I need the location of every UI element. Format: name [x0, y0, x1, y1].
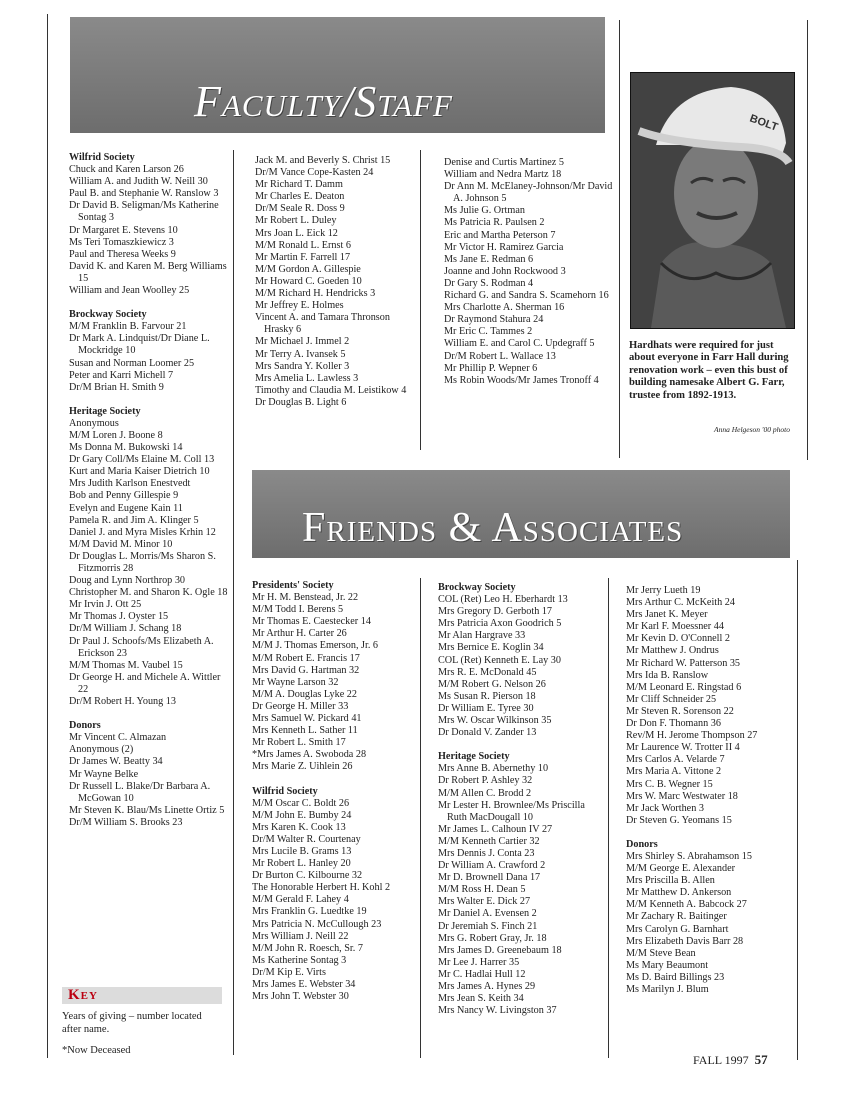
donor-entry: Ms Mary Beaumont [626, 959, 709, 971]
deceased-note: *Now Deceased [62, 1045, 131, 1056]
donor-entry: Jack M. and Beverly S. Christ 15 [255, 155, 391, 166]
donor-entry: M/M Richard H. Hendricks 3 [255, 288, 376, 300]
donor-entry: Evelyn and Eugene Kain 11 [69, 502, 183, 514]
donor-entry: Dr Jeremiah S. Finch 21 [438, 920, 538, 932]
donor-entry: Mrs W. Oscar Wilkinson 35 [438, 715, 552, 727]
key-text: Years of giving – number located after name. [62, 1011, 202, 1035]
donor-entry: Mr Martin F. Farrell 17 [255, 251, 351, 263]
column-rule [420, 578, 421, 1058]
bust-photo [630, 72, 795, 329]
donor-entry: Mr Steven R. Sorenson 22 [626, 705, 734, 717]
donor-entry: Mrs Gregory D. Gerboth 17 [438, 606, 553, 618]
donor-entry: Mrs James A. Hynes 29 [438, 981, 536, 992]
donor-entry: Dr Douglas B. Light 6 [255, 396, 347, 408]
donor-entry: Daniel J. and Myra Misles Krhin 12 [69, 526, 216, 538]
donor-entry: Mrs R. E. McDonald 45 [438, 666, 537, 678]
donor-entry: Dr Russell L. Blake/Dr Barbara A. McGowan 10 [69, 780, 211, 804]
donor-entry: Mr Thomas J. Oyster 15 [69, 611, 169, 623]
donor-entry: Mrs Nancy W. Livingston 37 [438, 1005, 557, 1017]
donor-entry: Mrs Joan L. Eick 12 [255, 227, 338, 239]
donor-entry: COL (Ret) Kenneth E. Lay 30 [438, 654, 561, 666]
donor-entry: M/M David M. Minor 10 [69, 538, 173, 550]
donor-entry: Anonymous (2) [69, 744, 134, 756]
donor-entry: Ms Teri Tomaszkiewicz 3 [69, 236, 174, 248]
donor-entry: Mrs Dennis J. Conta 23 [438, 847, 535, 859]
donor-entry: Mr Wayne Larson 32 [252, 676, 339, 688]
helmet-logo-text: BOLT [747, 112, 780, 134]
donor-entry: Rev/M H. Jerome Thompson 27 [626, 730, 758, 742]
donor-entry: Dr/M Vance Cope-Kasten 24 [255, 167, 374, 179]
friends-associates-banner [252, 470, 790, 558]
bust-with-hardhat-image [631, 73, 794, 328]
column-rule [420, 150, 421, 450]
donor-entry: Mrs Patricia Axon Goodrich 5 [438, 618, 562, 630]
donor-entry: David K. and Karen M. Berg Williams 15 [69, 260, 227, 284]
donor-entry: Dr/M Seale R. Doss 9 [255, 203, 345, 215]
donor-entry: William and Jean Woolley 25 [69, 285, 190, 297]
society-heading: Heritage Society [69, 405, 141, 417]
donor-entry: M/M Ross H. Dean 5 [438, 884, 526, 896]
donor-entry: Dr Paul J. Schoofs/Ms Elizabeth A. Erickson 23 [69, 635, 214, 659]
page-footer [693, 1052, 768, 1068]
donor-entry: Peter and Karri Michell 7 [69, 369, 174, 381]
donor-entry: Ms Katherine Sontag 3 [252, 954, 347, 966]
donor-entry: Dr Gary S. Rodman 4 [444, 277, 534, 289]
donor-entry: M/M Thomas M. Vaubel 15 [69, 659, 183, 671]
donor-entry: Mrs William J. Neill 22 [252, 930, 349, 942]
donor-entry: Eric and Martha Peterson 7 [444, 229, 556, 241]
donor-entry: M/M Leonard E. Ringstad 6 [626, 681, 742, 693]
donor-entry: Mr Terry A. Ivansek 5 [255, 348, 346, 360]
donor-entry: M/M Kenneth A. Babcock 27 [626, 899, 747, 911]
society-heading: Donors [626, 838, 658, 850]
donor-entry: Mr C. Hadlai Hull 12 [438, 968, 526, 980]
photo-credit: Anna Helgeson '00 photo [714, 425, 790, 434]
key-title: Key [68, 987, 98, 1003]
donor-entry: Mrs John T. Webster 30 [252, 991, 349, 1003]
society-heading: Wilfrid Society [69, 152, 135, 163]
donor-entry: Christopher M. and Sharon K. Ogle 18 [69, 587, 228, 599]
donor-entry: M/M Robert E. Francis 17 [252, 652, 360, 664]
donor-entry: Dr James W. Beatty 34 [69, 756, 163, 768]
donor-entry: Dr Ann M. McElaney-Johnson/Mr David A. Johnson 5 [444, 181, 613, 205]
donor-entry: Pamela R. and Jim A. Klinger 5 [69, 514, 199, 526]
faculty-column-1 [69, 152, 229, 829]
donor-entry: M/M George E. Alexander [626, 863, 736, 875]
donor-entry: Timothy and Claudia M. Leistikow 4 [255, 384, 407, 396]
donor-entry: Dr Don F. Thomann 36 [626, 718, 721, 730]
donor-entry: Dr David B. Seligman/Ms Katherine Sontag 3 [69, 200, 219, 224]
donor-entry: Mrs James D. Greenebaum 18 [438, 944, 562, 956]
donor-entry: M/M J. Thomas Emerson, Jr. 6 [252, 640, 379, 652]
donor-entry: Mrs Marie Z. Uihlein 26 [252, 761, 353, 773]
donor-entry: Mrs Priscilla B. Allen [626, 875, 715, 887]
donor-entry: Ms Robin Woods/Mr James Tronoff 4 [444, 374, 599, 386]
donor-entry: M/M Gerald F. Lahey 4 [252, 894, 349, 906]
faculty-staff-banner [70, 17, 605, 133]
donor-entry: Mr Richard W. Patterson 35 [626, 657, 741, 669]
donor-entry: Mrs Jean S. Keith 34 [438, 993, 524, 1005]
donor-entry: M/M Robert G. Nelson 26 [438, 678, 546, 690]
donor-entry: Dr/M William J. Schang 18 [69, 623, 182, 635]
donor-entry: Mr Eric C. Tammes 2 [444, 326, 533, 338]
donor-entry: Mr D. Brownell Dana 17 [438, 872, 541, 884]
donor-entry: Mrs Maria A. Vittone 2 [626, 766, 722, 778]
society-heading: Donors [69, 720, 101, 732]
donor-entry: M/M Todd I. Berens 5 [252, 604, 344, 616]
friends-associates-title: Friends & Associates [302, 505, 684, 551]
donor-entry: Mr Howard C. Goeden 10 [255, 275, 362, 287]
donor-entry: Ms Donna M. Bukowski 14 [69, 442, 183, 454]
donor-entry: Mr Jeffrey E. Holmes [255, 300, 344, 312]
donor-entry: Kurt and Maria Kaiser Dietrich 10 [69, 466, 210, 478]
donor-entry: Ms Julie G. Ortman [444, 205, 525, 217]
donor-entry: Mr Kevin D. O'Connell 2 [626, 633, 730, 645]
donor-entry: M/M Oscar C. Boldt 26 [252, 797, 350, 809]
donor-entry: M/M Allen C. Brodd 2 [438, 787, 532, 799]
donor-entry: Mrs Bernice E. Koglin 34 [438, 642, 544, 654]
donor-entry: Paul B. and Stephanie W. Ranslow 3 [69, 188, 219, 200]
donor-entry: Dr Douglas L. Morris/Ms Sharon S. Fitzmorris 28 [69, 550, 216, 574]
donor-entry: Dr/M Kip E. Virts [252, 966, 326, 978]
donor-entry: Mr Vincent C. Almazan [69, 732, 167, 744]
donor-entry: Richard G. and Sandra S. Scamehorn 16 [444, 290, 609, 302]
donor-entry: Mrs Ida B. Ranslow [626, 669, 709, 681]
donor-entry: Dr Steven G. Yeomans 15 [626, 814, 732, 826]
donor-entry: Dr/M Robert L. Wallace 13 [444, 350, 556, 362]
donor-entry: Ms Jane E. Redman 6 [444, 253, 534, 265]
society-heading: Heritage Society [438, 751, 510, 763]
donor-entry: Mr Steven K. Blau/Ms Linette Ortiz 5 [69, 804, 225, 816]
faculty-column-3 [444, 157, 616, 387]
society-heading: Wilfrid Society [252, 785, 318, 797]
donor-entry: Dr Burton C. Kilbourne 32 [252, 870, 363, 882]
donor-entry: *Mrs James A. Swoboda 28 [252, 749, 367, 761]
donor-entry: Mr Phillip P. Wepner 6 [444, 362, 538, 374]
donor-entry: Mr Robert L. Hanley 20 [252, 858, 351, 870]
column-rule [619, 20, 620, 458]
key-box [62, 987, 222, 1004]
donor-entry: William E. and Carol C. Updegraff 5 [444, 338, 595, 350]
donor-entry: Mr Daniel A. Evensen 2 [438, 908, 537, 920]
society-heading: Brockway Society [69, 309, 147, 321]
donor-entry: Mr H. M. Benstead, Jr. 22 [252, 592, 359, 604]
donor-entry: Mr Lester H. Brownlee/Ms Priscilla Ruth MacDougall 10 [438, 799, 585, 823]
donor-entry: M/M John E. Bumby 24 [252, 809, 352, 821]
donor-entry: William A. and Judith W. Neill 30 [69, 176, 208, 188]
donor-entry: Mrs Patricia N. McCullough 23 [252, 918, 382, 930]
donor-entry: Mrs Shirley S. Abrahamson 15 [626, 850, 752, 862]
column-rule [47, 14, 48, 1058]
donor-entry: Mrs Walter E. Dick 27 [438, 896, 531, 908]
donor-entry: Mr Arthur H. Carter 26 [252, 628, 347, 640]
donor-entry: Mrs Judith Karlson Enestvedt [69, 478, 191, 490]
donor-entry: Mrs Janet K. Meyer [626, 609, 708, 621]
donor-entry: Mr Irvin J. Ott 25 [69, 599, 142, 611]
faculty-staff-title: Faculty/Staff [194, 77, 453, 126]
donor-entry: Mr Jack Worthen 3 [626, 802, 704, 814]
friends-column-2 [438, 582, 606, 1017]
donor-entry: Mrs Carlos A. Velarde 7 [626, 754, 725, 766]
donor-entry: Ms Marilyn J. Blum [626, 984, 709, 995]
donor-entry: COL (Ret) Leo H. Eberhardt 13 [438, 594, 568, 606]
column-rule [608, 578, 609, 1058]
donor-entry: Anonymous [69, 417, 119, 429]
donor-entry: Mr Robert L. Smith 17 [252, 737, 346, 749]
donor-entry: Dr/M William S. Brooks 23 [69, 816, 183, 828]
donor-entry: Susan and Norman Loomer 25 [69, 357, 195, 369]
donor-entry: M/M Franklin B. Farvour 21 [69, 321, 187, 333]
donor-entry: M/M Loren J. Boone 8 [69, 429, 163, 441]
friends-column-1 [252, 580, 417, 1003]
donor-entry: M/M Ronald L. Ernst 6 [255, 239, 351, 251]
donor-entry: Dr George H. Miller 33 [252, 700, 349, 712]
donor-entry: Mr Wayne Belke [69, 768, 139, 780]
donor-entry: Mr Jerry Lueth 19 [626, 585, 701, 596]
column-rule [233, 150, 234, 1055]
donor-entry: Chuck and Karen Larson 26 [69, 164, 184, 176]
donor-entry: Ms D. Baird Billings 23 [626, 971, 725, 983]
donor-entry: Mr Karl F. Moessner 44 [626, 621, 724, 633]
donor-entry: Mrs C. B. Wegner 15 [626, 778, 713, 790]
donor-entry: Mr Lee J. Harrer 35 [438, 956, 520, 968]
society-heading: Presidents' Society [252, 580, 334, 591]
donor-entry: Doug and Lynn Northrop 30 [69, 575, 186, 587]
donor-entry: Dr/M Robert H. Young 13 [69, 696, 176, 708]
friends-column-3 [626, 585, 796, 996]
donor-entry: Mrs Sandra Y. Koller 3 [255, 360, 350, 372]
issue-label: FALL 1997 [693, 1053, 749, 1067]
photo-caption: Hardhats were required for just about everyone in Farr Hall during renovation work – even this bust of building namesake Albert G. Farr, trustee from 1892-1913. [629, 340, 789, 401]
donor-entry: Dr Robert P. Ashley 32 [438, 775, 533, 787]
donor-entry: Mrs Kenneth L. Sather 11 [252, 725, 358, 737]
donor-entry: Dr Donald V. Zander 13 [438, 727, 537, 739]
column-rule [797, 560, 798, 1060]
column-rule [807, 20, 808, 460]
page-number: 57 [754, 1052, 768, 1067]
donor-entry: Mr James L. Calhoun IV 27 [438, 823, 553, 835]
donor-entry: Ms Patricia R. Paulsen 2 [444, 217, 545, 229]
donor-entry: Mrs Amelia L. Lawless 3 [255, 372, 359, 384]
donor-entry: M/M A. Douglas Lyke 22 [252, 688, 357, 700]
donor-entry: Dr Raymond Stahura 24 [444, 314, 544, 326]
donor-entry: Mrs Franklin G. Luedtke 19 [252, 906, 367, 918]
donor-entry: Mr Laurence W. Trotter II 4 [626, 742, 740, 754]
donor-entry: Mr Richard T. Damm [255, 179, 343, 191]
donor-entry: Joanne and John Rockwood 3 [444, 265, 566, 277]
donor-entry: The Honorable Herbert H. Kohl 2 [252, 882, 391, 894]
society-heading: Brockway Society [438, 582, 516, 593]
donor-entry: Dr/M Brian H. Smith 9 [69, 381, 164, 393]
donor-entry: M/M Steve Bean [626, 947, 696, 959]
donor-entry: Mrs David G. Hartman 32 [252, 664, 360, 676]
donor-entry: Mrs Samuel W. Pickard 41 [252, 713, 362, 725]
donor-entry: M/M Gordon A. Gillespie [255, 263, 361, 275]
donor-entry: Mrs W. Marc Westwater 18 [626, 790, 738, 802]
donor-entry: Ms Susan R. Pierson 18 [438, 690, 536, 702]
donor-entry: Vincent A. and Tamara Thronson Hrasky 6 [255, 312, 390, 336]
donor-entry: Dr William E. Tyree 30 [438, 702, 534, 714]
donor-entry: Dr Gary Coll/Ms Elaine M. Coll 13 [69, 454, 215, 466]
donor-entry: Mr Victor H. Ramirez Garcia [444, 241, 564, 253]
donor-entry: Mr Thomas E. Caestecker 14 [252, 616, 371, 628]
donor-entry: Mrs Elizabeth Davis Barr 28 [626, 935, 744, 947]
donor-entry: Mr Matthew J. Ondrus [626, 645, 719, 657]
donor-entry: M/M John R. Roesch, Sr. 7 [252, 942, 363, 954]
faculty-column-2 [255, 155, 417, 409]
donor-entry: Denise and Curtis Martinez 5 [444, 157, 564, 168]
donor-entry: Mr Matthew D. Ankerson [626, 887, 732, 899]
donor-entry: Mrs Karen K. Cook 13 [252, 821, 346, 833]
donor-entry: Mr Charles E. Deaton [255, 191, 345, 203]
donor-entry: Mrs Arthur C. McKeith 24 [626, 597, 735, 609]
donor-entry: Mr Robert L. Duley [255, 215, 337, 227]
donor-entry: Paul and Theresa Weeks 9 [69, 248, 176, 260]
donor-entry: Dr/M Walter R. Courtenay [252, 833, 361, 845]
donor-entry: Dr George H. and Michele A. Wittler 22 [69, 671, 221, 695]
donor-entry: Mr Cliff Schneider 25 [626, 693, 717, 705]
donor-entry: Mrs Anne B. Abernethy 10 [438, 763, 549, 775]
donor-entry: Bob and Penny Gillespie 9 [69, 490, 179, 502]
donor-entry: Mrs Charlotte A. Sherman 16 [444, 302, 565, 314]
donor-entry: Mrs James E. Webster 34 [252, 979, 356, 990]
donor-entry: William and Nedra Martz 18 [444, 169, 562, 181]
donor-entry: Mrs Lucile B. Grams 13 [252, 845, 352, 857]
donor-entry: Mr Zachary R. Baitinger [626, 911, 727, 923]
donor-entry: Dr Mark A. Lindquist/Dr Diane L. Mockridge 10 [69, 333, 210, 357]
donor-entry: Mrs G. Robert Gray, Jr. 18 [438, 932, 547, 944]
donor-entry: Dr William A. Crawford 2 [438, 860, 546, 872]
donor-entry: Mr Michael J. Immel 2 [255, 336, 350, 348]
donor-entry: M/M Kenneth Cartier 32 [438, 835, 540, 847]
donor-entry: Mr Alan Hargrave 33 [438, 630, 526, 642]
donor-entry: Dr Margaret E. Stevens 10 [69, 224, 178, 236]
donor-entry: Mrs Carolyn G. Barnhart [626, 923, 729, 935]
